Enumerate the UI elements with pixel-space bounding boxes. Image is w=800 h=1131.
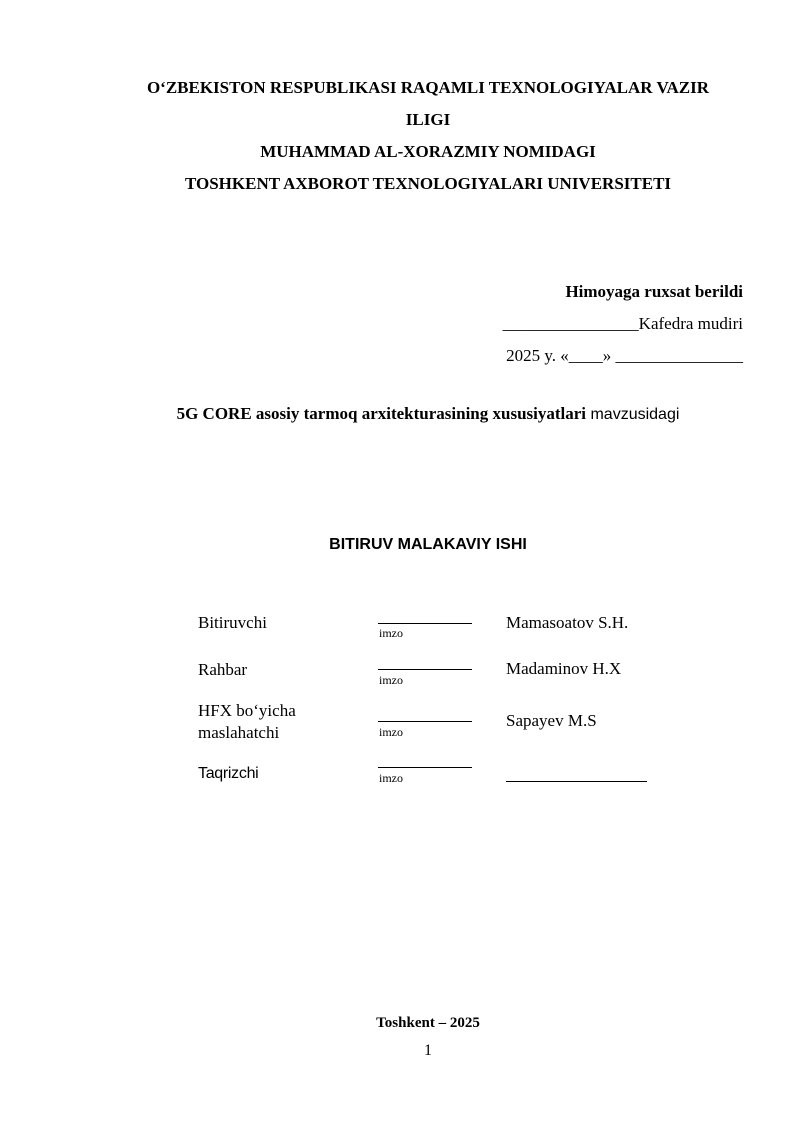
- header-line-2: ILIGI: [405, 110, 451, 129]
- signature-role-graduate: Bitiruvchi: [198, 613, 267, 632]
- signature-caption-supervisor: imzo: [379, 673, 403, 687]
- signature-role-consultant: [198, 700, 296, 744]
- signature-caption-consultant: imzo: [379, 725, 403, 739]
- signature-role-consultant-line2: maslahatchi: [198, 723, 280, 742]
- page-number: 1: [424, 1042, 432, 1059]
- signature-name-line-reviewer: [506, 781, 647, 782]
- signature-caption-graduate: imzo: [379, 626, 403, 640]
- approval-head-line: ________________Kafedra mudiri: [502, 314, 743, 333]
- signature-name-supervisor: Madaminov H.X: [506, 659, 622, 678]
- header-line-1: O‘ZBEKISTON RESPUBLIKASI RAQAMLI TEXNOLOGIYALAR VAZIR: [146, 78, 710, 97]
- footer-city-year: Toshkent – 2025: [376, 1015, 480, 1031]
- signature-role-reviewer: Taqrizchi: [198, 765, 259, 782]
- thesis-topic: [0, 404, 800, 424]
- approval-date-line: 2025 y. «____» _______________: [506, 346, 743, 365]
- signature-line-reviewer: [378, 767, 472, 768]
- institution-header: [100, 72, 756, 200]
- approval-title: Himoyaga ruxsat berildi: [565, 282, 743, 301]
- signature-name-consultant: Sapayev M.S: [506, 711, 597, 730]
- header-line-3: MUHAMMAD AL-XORAZMIY NOMIDAGI: [260, 142, 596, 161]
- signature-name-graduate: Mamasoatov S.H.: [506, 613, 629, 632]
- signature-role-supervisor: Rahbar: [198, 660, 248, 679]
- signature-line-supervisor: [378, 669, 472, 670]
- header-line-4: TOSHKENT AXBOROT TEXNOLOGIYALARI UNIVERSITETI: [184, 174, 672, 193]
- approval-block: [503, 276, 743, 372]
- topic-suffix: mavzusidagi: [586, 406, 680, 423]
- signature-role-consultant-line1: HFX bo‘yicha: [198, 701, 296, 720]
- document-type: BITIRUV MALAKAVIY ISHI: [329, 536, 527, 553]
- signature-caption-reviewer: imzo: [379, 771, 403, 785]
- signature-line-consultant: [378, 721, 472, 722]
- topic-title: 5G CORE asosiy tarmoq arxitekturasining xususiyatlari: [176, 404, 587, 423]
- signature-line-graduate: [378, 623, 472, 624]
